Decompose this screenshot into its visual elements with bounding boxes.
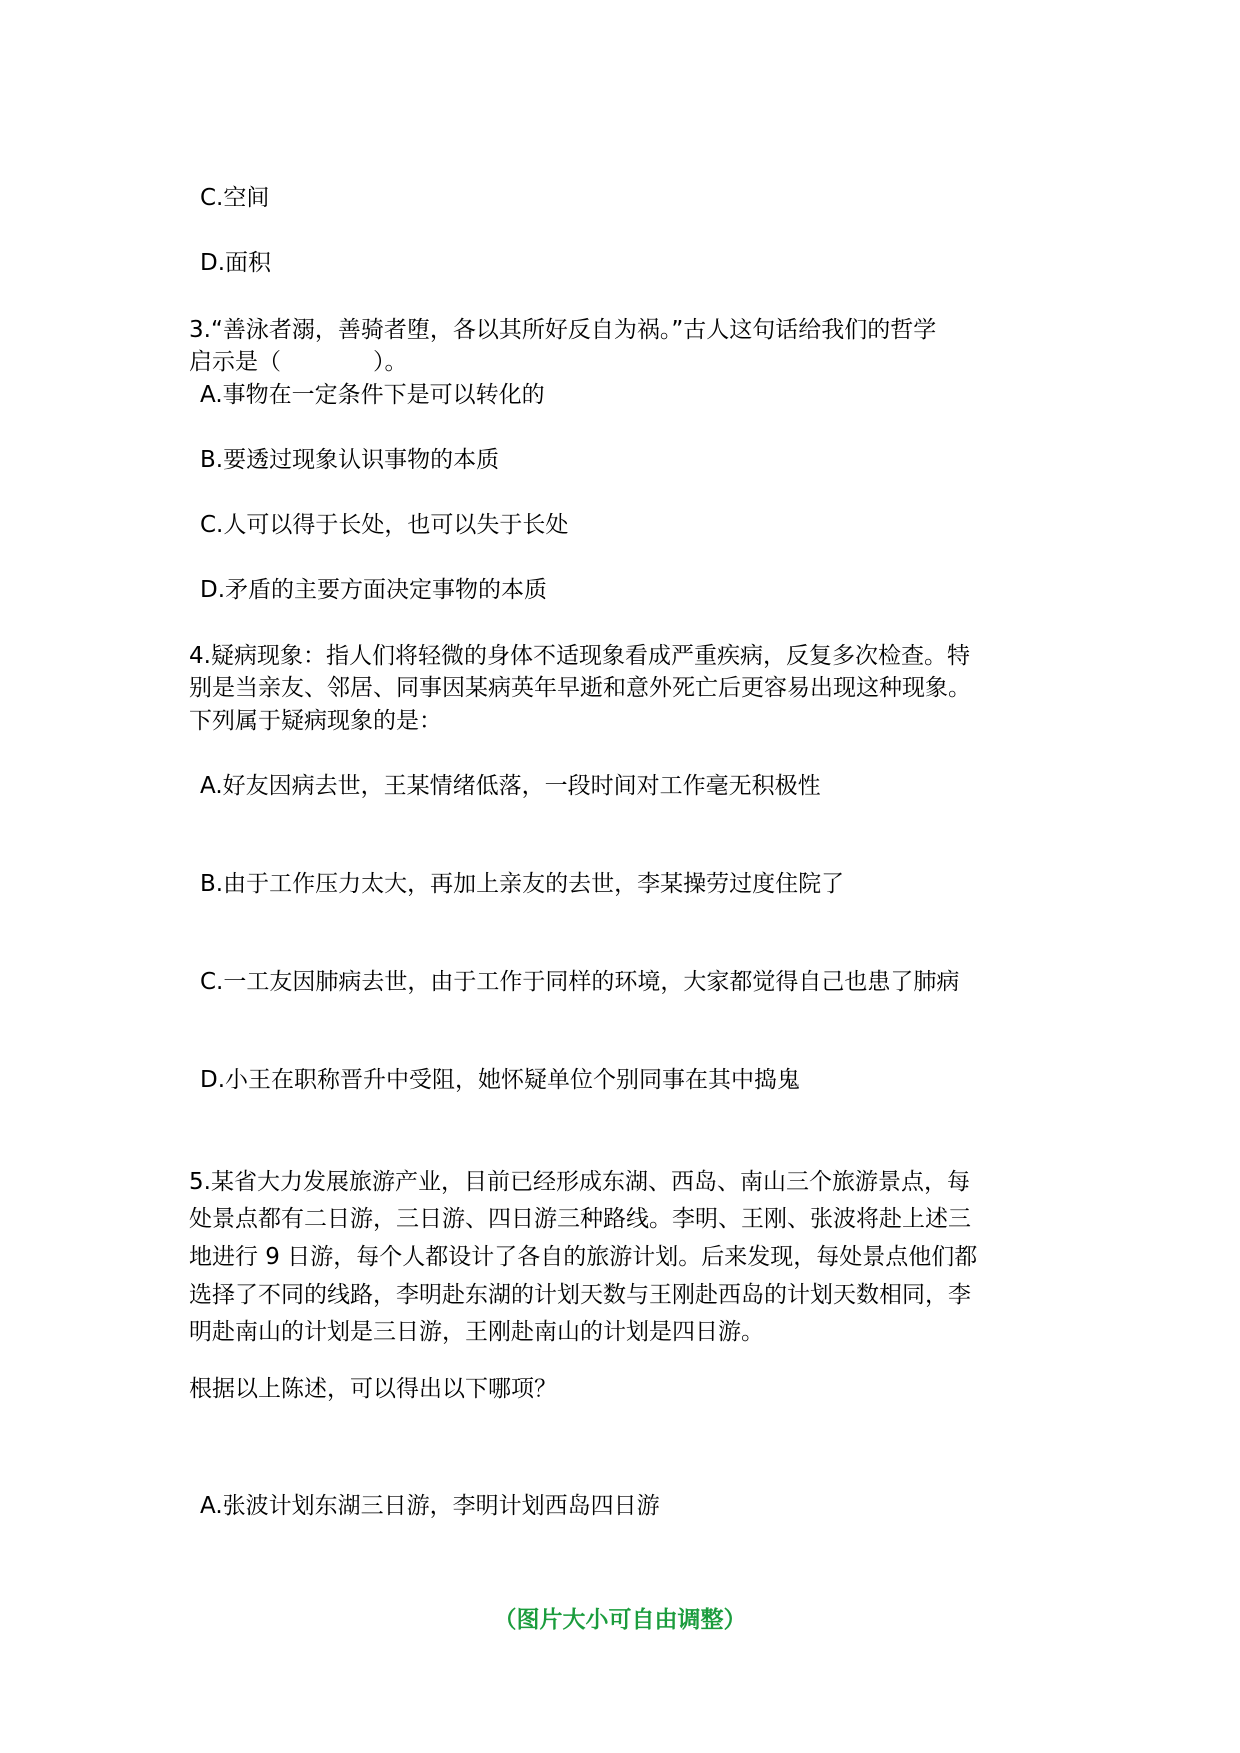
- q4-stem-line-1: 4.疑病现象：指人们将轻微的身体不适现象看成严重疾病，反复多次检查。特: [189, 643, 970, 669]
- q3-stem-line-1: 3.“善泳者溺，善骑者堕，各以其所好反自为祸。”古人这句话给我们的哲学: [189, 317, 937, 343]
- q3-stem-line-2: 启示是（ ）。: [189, 349, 408, 375]
- q4-stem-line-3: 下列属于疑病现象的是：: [189, 708, 442, 734]
- q4-option-a: A.好友因病去世，王某情绪低落，一段时间对工作毫无积极性: [200, 773, 821, 799]
- q5-stem-line-1: 5.某省大力发展旅游产业，目前已经形成东湖、西岛、南山三个旅游景点，每: [189, 1169, 970, 1195]
- q3-option-b: B.要透过现象认识事物的本质: [200, 447, 500, 473]
- q2-option-d: D.面积: [200, 250, 272, 276]
- q4-stem-line-2: 别是当亲友、邻居、同事因某病英年早逝和意外死亡后更容易出现这种现象。: [189, 675, 971, 701]
- q5-stem-line-4: 选择了不同的线路，李明赴东湖的计划天数与王刚赴西岛的计划天数相同，李: [189, 1282, 971, 1308]
- q4-option-b: B.由于工作压力太大，再加上亲友的去世，李某操劳过度住院了: [200, 871, 845, 897]
- q5-stem-line-2: 处景点都有二日游，三日游、四日游三种路线。李明、王刚、张波将赴上述三: [189, 1206, 971, 1232]
- q5-stem-line-5: 明赴南山的计划是三日游，王刚赴南山的计划是四日游。: [189, 1319, 764, 1345]
- q3-option-d: D.矛盾的主要方面决定事物的本质: [200, 577, 548, 603]
- q3-option-c: C.人可以得于长处，也可以失于长处: [200, 512, 569, 538]
- q5-option-a: A.张波计划东湖三日游，李明计划西岛四日游: [200, 1493, 660, 1519]
- q3-option-a: A.事物在一定条件下是可以转化的: [200, 382, 545, 408]
- q5-stem-line-3: 地进行 9 日游，每个人都设计了各自的旅游计划。后来发现，每处景点他们都: [189, 1244, 978, 1270]
- q5-question: 根据以上陈述，可以得出以下哪项？: [189, 1376, 557, 1402]
- q4-option-d: D.小王在职称晋升中受阻，她怀疑单位个别同事在其中捣鬼: [200, 1067, 801, 1093]
- q4-option-c: C.一工友因肺病去世，由于工作于同样的环境，大家都觉得自己也患了肺病: [200, 969, 960, 995]
- q2-option-c: C.空间: [200, 185, 270, 211]
- footer-note: （图片大小可自由调整）: [493, 1607, 747, 1633]
